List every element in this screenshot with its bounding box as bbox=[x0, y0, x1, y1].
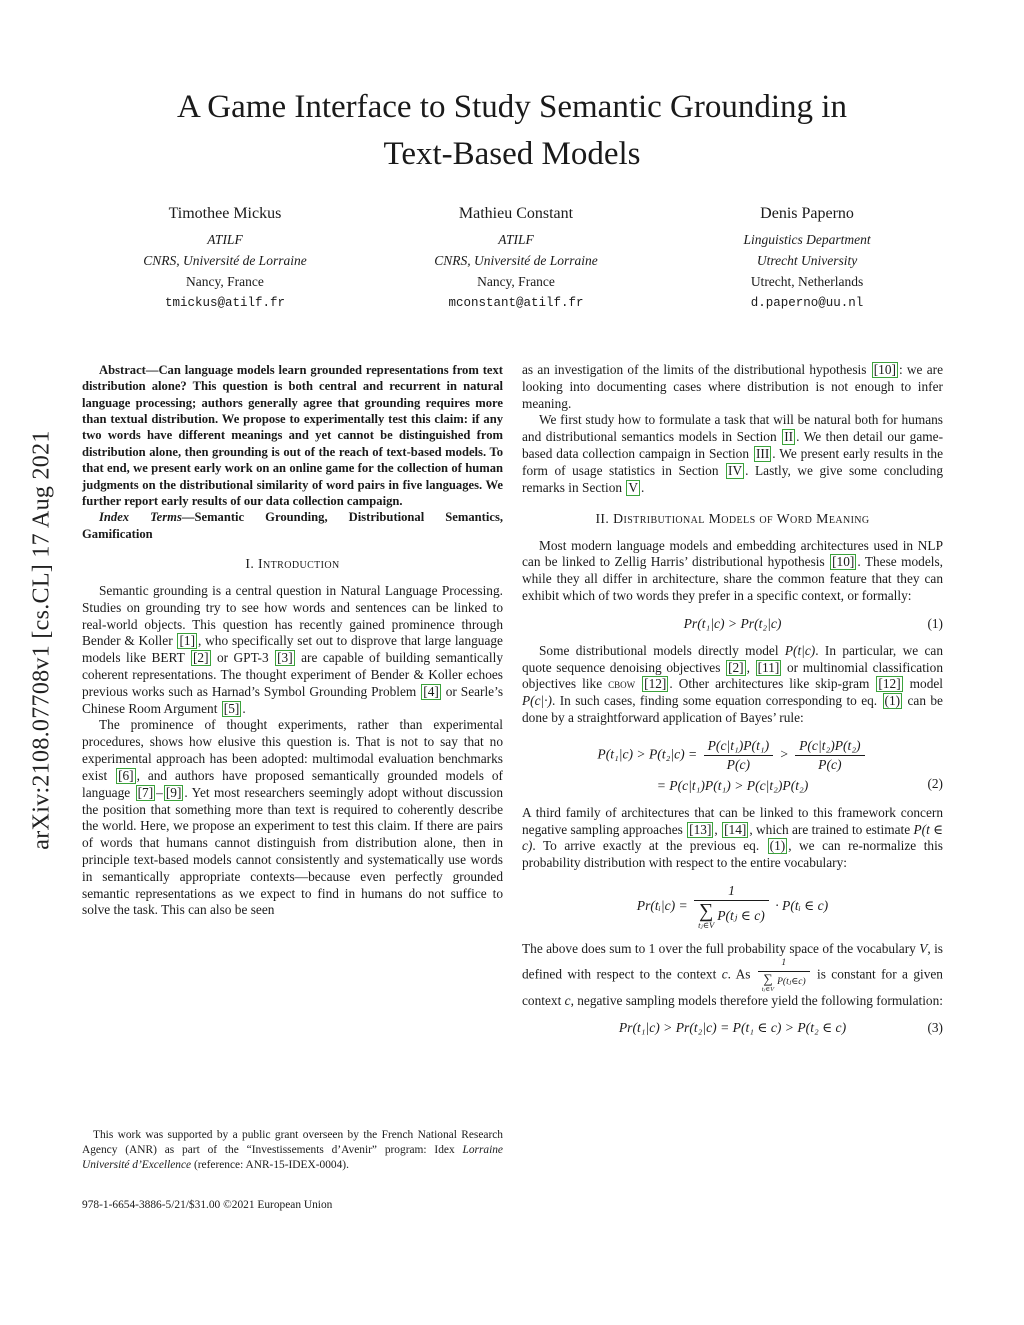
citation-link[interactable]: IV bbox=[728, 462, 743, 478]
funding-footnote: This work was supported by a public grant overseen by the French National Research Agency (ANR) as part of the “Investissements d’Avenir” program: Idex Lorraine Université d’Excellence (reference: ANR-15-IDEX-0004). bbox=[82, 1129, 503, 1172]
citation-link[interactable]: (1) bbox=[769, 838, 786, 854]
author-affiliation: Utrecht University bbox=[756, 252, 858, 268]
section-heading-distributional-models: II. Distributional Models of Word Meaning bbox=[595, 510, 870, 526]
citation-link[interactable]: III bbox=[755, 446, 770, 462]
citation-link[interactable]: [2] bbox=[728, 659, 744, 675]
text-span: Index Terms bbox=[99, 510, 182, 525]
author-affiliation: ATILF bbox=[498, 231, 534, 247]
sigma-sum: ∑ tⱼ∈V bbox=[698, 900, 715, 931]
equation-2-line-2 bbox=[522, 775, 943, 794]
index-terms bbox=[82, 509, 503, 542]
text-span: Abstract—Can language models learn grounded representations from text distribution alone? This question is both central and recurrent in natural language processing; authors generally agree that grounding requires more than textual distribution. We propose to experimentally test this claim: if any two words have different meanings and yet cannot be distinguished from distribution alone, then grounding is out of the reach of text-based models. To that end, we present early work on an online game for the collection of human judgments on the distributional similarity of word pairs in five languages. We further report early results of our data collection campaign. bbox=[82, 363, 503, 508]
inline-math: P(t₁|c) > P(t₂|c) = bbox=[597, 746, 701, 762]
author-city: Utrecht, Netherlands bbox=[750, 273, 864, 289]
equation-normalization-body bbox=[522, 883, 943, 930]
citation-link[interactable]: [4] bbox=[423, 683, 439, 699]
citation-link[interactable]: [7] bbox=[137, 784, 154, 800]
intro-paragraph-2: The prominence of thought experiments, rather than experimental procedures, shows how elusive this question is. That is not to say that no experimental approach has been adopted: multimodal evaluation benchmarks exist [6] , and authors have proposed semantically grounded models of language [7] – [9] . Yet most researchers seemingly adopt without discussion the position that something more than text is required to coherently describe the world. Here, we propose an experiment to test this claim. If there are pairs of words that humans cannot distinguish from distribution alone, then in principle text-based models cannot consistently and systematically use words in semantically appropriate contexts—because even perfectly grounded semantic representations as we expect to find in humans do not suffice to solve the task. This can also be seen bbox=[82, 717, 503, 918]
author-city: Nancy, France bbox=[186, 273, 264, 289]
author-name: Mathieu Constant bbox=[458, 205, 574, 222]
equation-1-body bbox=[522, 616, 943, 632]
intro-paragraph-1: Semantic grounding is a central question in Natural Language Processing. Studies on grounding try to see how words and sentences can be linked to real-world objects. This question has recently gained prominence through Bender & Koller [1] , who specifically set out to disprove that large language models like BERT [2] or GPT-3 [3] are capable of building semantically coherent representations. The thought experiment of Bender & Koller echoes previous works such as Harnad’s Symbol Grounding Problem [4] or Searle’s Chinese Room Argument [5] . bbox=[82, 582, 504, 716]
sigma-sum: ∑ tⱼ∈V bbox=[761, 971, 775, 993]
inline-math: P(t|c) bbox=[784, 642, 816, 658]
equation-normalization bbox=[522, 883, 943, 930]
inline-math: · P(tᵢ ∈ c) bbox=[771, 897, 829, 913]
equation-2-line-1 bbox=[522, 738, 943, 773]
citation-link[interactable]: [12] bbox=[644, 676, 667, 692]
copyright-line: 978-1-6654-3886-5/21/$31.00 ©2021 European Union bbox=[82, 1199, 333, 1211]
citation-link[interactable]: [5] bbox=[223, 700, 240, 716]
text-span: —Semantic Grounding, Distributional Semantics, Gamification bbox=[82, 510, 503, 541]
right-paragraph-1: as an investigation of the limits of the distributional hypothesis [10] : we are looking into documenting cases where distribution is not enough to infer meaning. bbox=[522, 362, 944, 411]
section-heading-introduction: I. Introduction bbox=[245, 555, 340, 571]
citation-link[interactable]: [3] bbox=[277, 650, 293, 666]
equation-1-number: (1) bbox=[927, 615, 943, 631]
author-affiliation: ATILF bbox=[207, 231, 243, 247]
citation-link[interactable]: V bbox=[628, 479, 639, 495]
citation-link[interactable]: (1) bbox=[884, 693, 901, 709]
author-block-3 bbox=[670, 202, 944, 313]
text-span: cbow bbox=[608, 676, 636, 692]
author-affiliation: CNRS, Université de Lorraine bbox=[143, 252, 307, 268]
citation-link[interactable]: [9] bbox=[165, 784, 182, 800]
author-email-link[interactable]: tmickus@atilf.fr bbox=[164, 295, 285, 310]
citation-link[interactable]: II bbox=[784, 429, 794, 445]
inline-math: c bbox=[564, 992, 571, 1008]
equation-2-number: (2) bbox=[927, 775, 943, 791]
equation-2 bbox=[522, 738, 943, 794]
citation-link[interactable]: [12] bbox=[878, 676, 901, 692]
citation-link[interactable]: [11] bbox=[757, 659, 780, 675]
citation-link[interactable]: [10] bbox=[873, 362, 896, 377]
sum-fraction: 1 ∑ tⱼ∈V P(tⱼ ∈ c) bbox=[694, 883, 769, 930]
author-block-2 bbox=[379, 202, 653, 313]
abstract-paragraph bbox=[82, 362, 503, 509]
citation-link[interactable]: [10] bbox=[832, 554, 855, 570]
author-list bbox=[88, 202, 944, 313]
inline-math: c bbox=[721, 966, 728, 982]
author-city: Nancy, France bbox=[477, 273, 555, 289]
fraction: $\frac{\text{P(c|t₂)P(t₂)}}{P(c)}$ bbox=[795, 738, 865, 773]
inline-math: Pr(t₁|c) > Pr(t₂|c) = P(t₁ ∈ c) > P(t₂ ∈ c) bbox=[618, 1020, 847, 1036]
inline-math: P(t ∈ c) bbox=[522, 821, 944, 854]
title-line-2: Text-Based Models bbox=[383, 135, 641, 172]
text-span: Lorraine Université d’Excellence bbox=[82, 1144, 503, 1172]
inline-math: = P(c|t₁)P(t₁) > P(c|t₂)P(t₂) bbox=[656, 777, 809, 793]
right-paragraph-5: A third family of architectures that can be linked to this framework concern negative sampling approaches [13] , [14] , which are trained to estimate P(t ∈ c). To arrive exactly at the previous eq. (1) , we can re-normalize this probability distribution with respect to the entire vocabulary: bbox=[522, 804, 944, 871]
author-affiliation: CNRS, Université de Lorraine bbox=[434, 252, 598, 268]
sum-fraction: 1 ∑ tⱼ∈V P(tⱼ∈c) bbox=[758, 958, 810, 992]
inline-math: > bbox=[776, 746, 793, 762]
equation-3-body bbox=[522, 1020, 943, 1036]
fraction: $\frac{\text{P(c|t₁)P(t₁)}}{P(c)}$ bbox=[704, 738, 774, 773]
citation-link[interactable]: [14] bbox=[724, 821, 747, 837]
equation-3 bbox=[522, 1020, 943, 1036]
title-line-1: A Game Interface to Study Semantic Grounding in bbox=[177, 89, 847, 125]
citation-link[interactable]: [2] bbox=[192, 650, 209, 666]
citation-link[interactable]: [1] bbox=[179, 633, 196, 649]
inline-math: Pr(tᵢ|c) = bbox=[636, 897, 692, 913]
arxiv-watermark: arXiv:2108.07708v1 [cs.CL] 17 Aug 2021 bbox=[28, 430, 55, 850]
inline-math: P(c|·) bbox=[522, 693, 552, 709]
left-column bbox=[82, 362, 503, 919]
inline-math: Pr(t₁|c) > Pr(t₂|c) bbox=[683, 615, 782, 631]
right-paragraph-2: We first study how to formulate a task that will be natural both for humans and distributional semantics models in Section II . We then detail our game-based data collection campaign in Section III . We present early results in the form of usage statistics in Section IV . Lastly, we give some concluding remarks in Section V . bbox=[522, 412, 944, 495]
inline-math: V bbox=[919, 941, 928, 957]
author-email-link[interactable]: d.paperno@uu.nl bbox=[750, 295, 864, 310]
author-affiliation: Linguistics Department bbox=[743, 231, 871, 247]
author-name: Timothee Mickus bbox=[168, 205, 282, 222]
right-paragraph-3: Most modern language models and embedding architectures used in NLP can be linked to Zellig Harris’ distributional hypothesis [10] . These models, while they all differ in architecture, share the common feature that they can exhibit which of two words they prefer in a specific context, or formally: bbox=[522, 537, 943, 603]
right-paragraph-4: Some distributional models directly model P(t|c). In particular, we can quote sequence denoising objectives [2] , [11] or multinomial classification objectives like cbow [12] . Other architectures like skip-gram [12] model P(c|·). In such cases, finding some equation corresponding to eq. (1) can be done by a straightforward application of Bayes’ rule: bbox=[522, 642, 943, 725]
equation-3-number: (3) bbox=[927, 1020, 943, 1036]
author-email-link[interactable]: mconstant@atilf.fr bbox=[448, 295, 584, 310]
paper-title bbox=[60, 84, 964, 178]
author-block-1 bbox=[88, 202, 362, 313]
right-column bbox=[522, 362, 943, 1047]
right-paragraph-6: The above does sum to 1 over the full probability space of the vocabulary V, is defined with respect to the context c. As 1 ∑ tⱼ∈V P(tⱼ∈c) is constant for a given context c, negative sampling models therefore yield the following formulation: bbox=[522, 941, 943, 1008]
author-name: Denis Paperno bbox=[760, 205, 854, 222]
citation-link[interactable]: [13] bbox=[689, 821, 712, 837]
citation-link[interactable]: [6] bbox=[118, 767, 134, 783]
equation-1 bbox=[522, 616, 943, 632]
